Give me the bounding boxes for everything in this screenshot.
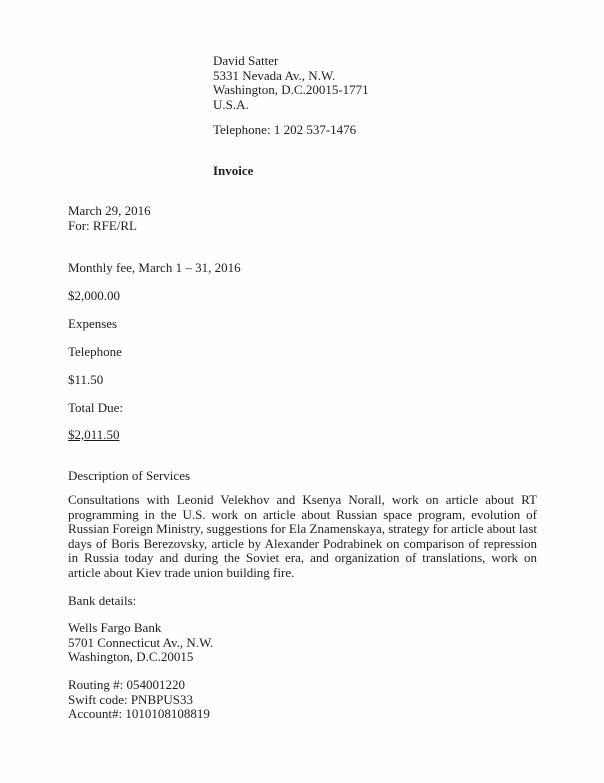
invoice-date: March 29, 2016 (68, 203, 151, 218)
total-due-label: Total Due: (68, 400, 124, 415)
services-heading: Description of Services (68, 468, 191, 483)
sender-address-block (213, 54, 369, 112)
sender-address-line-2: Washington, D.C.20015-1771 (213, 82, 369, 97)
expense-item-amount: $11.50 (68, 372, 104, 387)
total-due-amount: $2,011.50 (68, 427, 120, 442)
bank-address-line-2: Washington, D.C.20015 (68, 649, 194, 664)
bank-address-line-1: 5701 Connecticut Av., N.W. (68, 634, 214, 650)
bank-address-block (68, 621, 213, 665)
sender-address-line-1: 5331 Nevada Av., N.W. (213, 67, 336, 83)
bank-name: Wells Fargo Bank (68, 620, 162, 635)
swift-code: Swift code: PNBPUS33 (68, 691, 193, 707)
invoice-recipient: For: RFE/RL (68, 217, 137, 233)
routing-number: Routing #: 054001220 (68, 677, 186, 692)
sender-telephone: Telephone: 1 202 537-1476 (213, 122, 357, 137)
services-description: Consultations with Leonid Velekhov and Ksenya Norall, work on article about RT programming in the U.S. work on article about Russian space program, evolution of Russian Foreign Ministry, suggestions for Ela Znamenskaya, strategy for article about last days of Boris Berezovsky, article by Alexander Podrabinek on comparison of repression in Russia today and during the Soviet era, and organization of translations, work on article about Kiev trade union building fire. (68, 492, 537, 580)
monthly-fee-amount: $2,000.00 (68, 288, 120, 303)
sender-address-line-3: U.S.A. (213, 96, 249, 112)
bank-details-heading: Bank details: (68, 593, 137, 608)
invoice-meta-block (68, 204, 151, 233)
account-number: Account#: 1010108108819 (68, 706, 210, 721)
expenses-heading: Expenses (68, 316, 118, 331)
expense-item-label: Telephone (68, 344, 122, 359)
bank-account-block (68, 678, 210, 722)
monthly-fee-label: Monthly fee, March 1 – 31, 2016 (68, 260, 241, 275)
sender-name: David Satter (213, 53, 279, 68)
invoice-title: Invoice (213, 163, 254, 178)
